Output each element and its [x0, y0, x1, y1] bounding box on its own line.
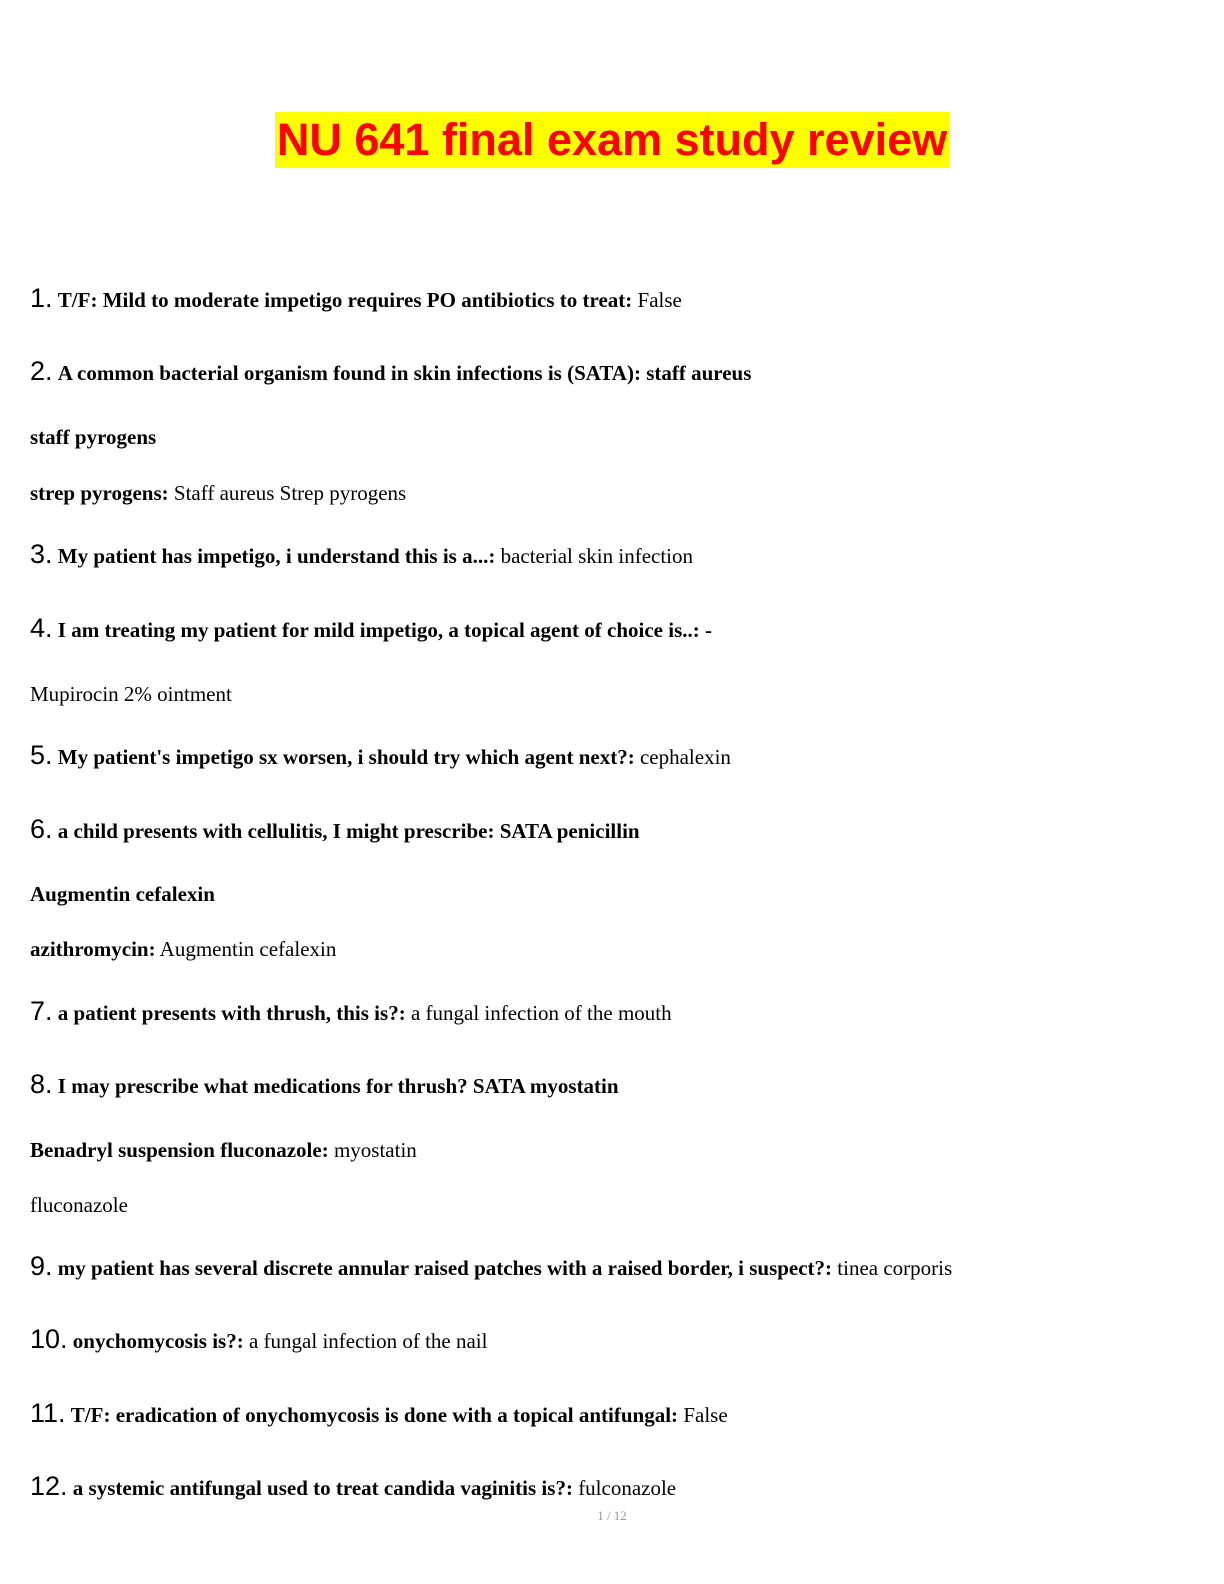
answer-text: a fungal infection of the mouth	[405, 1001, 672, 1025]
question-number: 10.	[30, 1324, 68, 1354]
question-text: T/F: Mild to moderate impetigo requires PO antibiotics to treat:	[57, 288, 633, 312]
answer-text: fulconazole	[572, 1476, 677, 1500]
question-text: staff pyrogens	[30, 425, 157, 449]
title-wrap	[0, 112, 1224, 168]
question-1	[30, 284, 682, 314]
question-text: Benadryl suspension fluconazole:	[30, 1138, 329, 1162]
question-text: My patient's impetigo sx worsen, i should try which agent next?:	[57, 745, 635, 769]
question-text: a systemic antifungal used to treat candida vaginitis is?:	[72, 1476, 573, 1500]
question-12	[30, 1472, 676, 1502]
question-7	[30, 997, 672, 1027]
question-4	[30, 614, 712, 644]
question-number: 9.	[30, 1251, 53, 1281]
question-5	[30, 741, 731, 771]
question-8	[30, 1070, 619, 1100]
question-text: A common bacterial organism found in skin infections is (SATA): staff aureus	[57, 361, 752, 385]
question-6-continuation-2	[30, 935, 336, 963]
question-number: 12.	[30, 1471, 68, 1501]
answer-text: a fungal infection of the nail	[243, 1329, 488, 1353]
question-text: a child presents with cellulitis, I might prescribe: SATA penicillin	[57, 819, 640, 843]
question-11	[30, 1399, 728, 1429]
question-number: 8.	[30, 1069, 53, 1099]
question-text: T/F: eradication of onychomycosis is done with a topical antifungal:	[70, 1403, 679, 1427]
question-number: 4.	[30, 613, 53, 643]
question-number: 7.	[30, 996, 53, 1026]
question-text: Augmentin cefalexin	[30, 882, 215, 906]
question-6	[30, 815, 640, 845]
answer-text: False	[678, 1403, 728, 1427]
question-text: my patient has several discrete annular raised patches with a raised border, i suspect?:	[57, 1256, 833, 1280]
answer-text: cephalexin	[634, 745, 731, 769]
answer-text: Augmentin cefalexin	[155, 937, 337, 961]
question-number: 6.	[30, 814, 53, 844]
question-text: strep pyrogens:	[30, 481, 169, 505]
answer-text: tinea corporis	[832, 1256, 953, 1280]
answer-text: myostatin	[328, 1138, 417, 1162]
question-text: azithromycin:	[30, 937, 156, 961]
question-number: 3.	[30, 539, 53, 569]
answer-text: fluconazole	[30, 1193, 128, 1217]
page-title: NU 641 final exam study review	[275, 112, 949, 168]
question-text: a patient presents with thrush, this is?:	[57, 1001, 406, 1025]
question-2-continuation-1	[30, 423, 156, 451]
question-10	[30, 1325, 487, 1355]
question-number: 11.	[30, 1398, 66, 1428]
question-2-continuation-2	[30, 479, 406, 507]
question-4-continuation-1	[30, 680, 232, 708]
question-2	[30, 357, 751, 387]
question-6-continuation-1	[30, 880, 215, 908]
question-9	[30, 1252, 952, 1282]
question-3	[30, 540, 693, 570]
question-text: My patient has impetigo, i understand this is a...:	[57, 544, 496, 568]
question-8-continuation-1	[30, 1136, 417, 1164]
answer-text: Staff aureus Strep pyrogens	[168, 481, 407, 505]
question-text: I am treating my patient for mild impetigo, a topical agent of choice is..: -	[57, 618, 713, 642]
question-number: 2.	[30, 356, 53, 386]
answer-text: False	[632, 288, 682, 312]
question-text: I may prescribe what medications for thrush? SATA myostatin	[57, 1074, 619, 1098]
question-number: 1.	[30, 283, 53, 313]
answer-text: Mupirocin 2% ointment	[30, 682, 232, 706]
answer-text: bacterial skin infection	[495, 544, 694, 568]
question-text: onychomycosis is?:	[72, 1329, 244, 1353]
question-8-continuation-2	[30, 1191, 128, 1219]
question-number: 5.	[30, 740, 53, 770]
page-number: 1 / 12	[597, 1508, 627, 1523]
